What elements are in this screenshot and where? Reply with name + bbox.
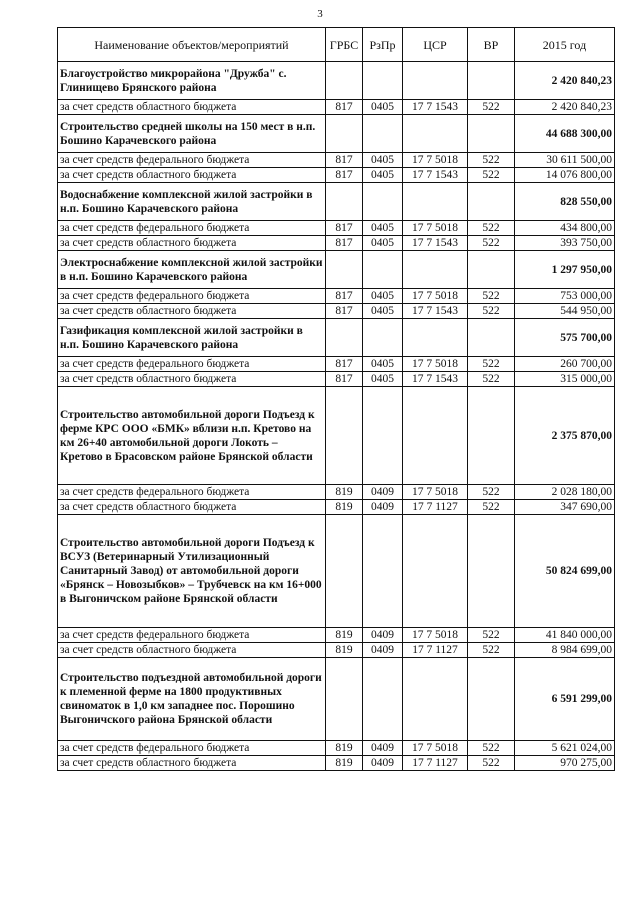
object-total: 828 550,00 bbox=[515, 183, 615, 221]
grbs-code: 819 bbox=[326, 643, 363, 658]
funding-amount: 434 800,00 bbox=[515, 221, 615, 236]
funding-source: за счет средств федерального бюджета bbox=[58, 741, 326, 756]
funding-row bbox=[58, 236, 615, 251]
csr-code: 17 7 1543 bbox=[403, 100, 468, 115]
rzpr-code: 0405 bbox=[363, 221, 403, 236]
object-vr-empty bbox=[468, 115, 515, 153]
funding-source: за счет средств областного бюджета bbox=[58, 372, 326, 387]
object-total: 2 420 840,23 bbox=[515, 62, 615, 100]
csr-code: 17 7 1127 bbox=[403, 643, 468, 658]
rzpr-code: 0405 bbox=[363, 168, 403, 183]
object-grbs-empty bbox=[326, 251, 363, 289]
object-rzpr-empty bbox=[363, 115, 403, 153]
vr-code: 522 bbox=[468, 168, 515, 183]
header-csr: ЦСР bbox=[403, 28, 468, 62]
funding-row bbox=[58, 643, 615, 658]
funding-amount: 260 700,00 bbox=[515, 357, 615, 372]
vr-code: 522 bbox=[468, 756, 515, 771]
page-number: 3 bbox=[317, 8, 323, 20]
vr-code: 522 bbox=[468, 236, 515, 251]
funding-amount: 393 750,00 bbox=[515, 236, 615, 251]
rzpr-code: 0409 bbox=[363, 741, 403, 756]
object-row bbox=[58, 658, 615, 741]
grbs-code: 817 bbox=[326, 304, 363, 319]
object-grbs-empty bbox=[326, 319, 363, 357]
grbs-code: 819 bbox=[326, 500, 363, 515]
object-title: Строительство автомобильной дороги Подъезд к ВСУЗ (Ветеринарный Утилизационный Санитарный Завод) от автомобильной дороги «Брянск – Новозыбков» – Трубчевск на км 16+000 в Выгоничском районе Брянской области bbox=[58, 515, 326, 628]
object-total: 575 700,00 bbox=[515, 319, 615, 357]
grbs-code: 819 bbox=[326, 485, 363, 500]
funding-amount: 14 076 800,00 bbox=[515, 168, 615, 183]
grbs-code: 817 bbox=[326, 236, 363, 251]
vr-code: 522 bbox=[468, 628, 515, 643]
rzpr-code: 0409 bbox=[363, 628, 403, 643]
rzpr-code: 0405 bbox=[363, 372, 403, 387]
rzpr-code: 0405 bbox=[363, 100, 403, 115]
funding-amount: 30 611 500,00 bbox=[515, 153, 615, 168]
object-title: Строительство средней школы на 150 мест в н.п. Бошино Карачевского района bbox=[58, 115, 326, 153]
object-rzpr-empty bbox=[363, 319, 403, 357]
funding-amount: 544 950,00 bbox=[515, 304, 615, 319]
vr-code: 522 bbox=[468, 372, 515, 387]
vr-code: 522 bbox=[468, 357, 515, 372]
object-row bbox=[58, 183, 615, 221]
object-csr-empty bbox=[403, 62, 468, 100]
grbs-code: 817 bbox=[326, 372, 363, 387]
funding-amount: 2 420 840,23 bbox=[515, 100, 615, 115]
csr-code: 17 7 1543 bbox=[403, 304, 468, 319]
vr-code: 522 bbox=[468, 643, 515, 658]
object-rzpr-empty bbox=[363, 387, 403, 485]
csr-code: 17 7 1127 bbox=[403, 500, 468, 515]
funding-row bbox=[58, 628, 615, 643]
rzpr-code: 0405 bbox=[363, 304, 403, 319]
object-grbs-empty bbox=[326, 658, 363, 741]
header-grbs: ГРБС bbox=[326, 28, 363, 62]
header-vr: ВР bbox=[468, 28, 515, 62]
object-csr-empty bbox=[403, 319, 468, 357]
funding-row bbox=[58, 485, 615, 500]
csr-code: 17 7 5018 bbox=[403, 628, 468, 643]
grbs-code: 817 bbox=[326, 153, 363, 168]
vr-code: 522 bbox=[468, 100, 515, 115]
object-row bbox=[58, 515, 615, 628]
object-total: 2 375 870,00 bbox=[515, 387, 615, 485]
vr-code: 522 bbox=[468, 741, 515, 756]
object-grbs-empty bbox=[326, 387, 363, 485]
vr-code: 522 bbox=[468, 289, 515, 304]
object-title: Благоустройство микрорайона "Дружба" с. Глинищево Брянского района bbox=[58, 62, 326, 100]
vr-code: 522 bbox=[468, 485, 515, 500]
rzpr-code: 0409 bbox=[363, 643, 403, 658]
budget-table bbox=[57, 27, 615, 771]
grbs-code: 817 bbox=[326, 289, 363, 304]
object-total: 6 591 299,00 bbox=[515, 658, 615, 741]
funding-row bbox=[58, 168, 615, 183]
csr-code: 17 7 5018 bbox=[403, 221, 468, 236]
csr-code: 17 7 1543 bbox=[403, 236, 468, 251]
funding-amount: 347 690,00 bbox=[515, 500, 615, 515]
object-csr-empty bbox=[403, 183, 468, 221]
grbs-code: 819 bbox=[326, 756, 363, 771]
object-csr-empty bbox=[403, 658, 468, 741]
object-vr-empty bbox=[468, 62, 515, 100]
object-title: Газификация комплексной жилой застройки в н.п. Бошино Карачевского района bbox=[58, 319, 326, 357]
funding-source: за счет средств федерального бюджета bbox=[58, 485, 326, 500]
funding-source: за счет средств областного бюджета bbox=[58, 168, 326, 183]
object-total: 50 824 699,00 bbox=[515, 515, 615, 628]
csr-code: 17 7 5018 bbox=[403, 741, 468, 756]
object-rzpr-empty bbox=[363, 658, 403, 741]
funding-source: за счет средств областного бюджета bbox=[58, 500, 326, 515]
object-row bbox=[58, 115, 615, 153]
vr-code: 522 bbox=[468, 153, 515, 168]
funding-row bbox=[58, 357, 615, 372]
csr-code: 17 7 1127 bbox=[403, 756, 468, 771]
vr-code: 522 bbox=[468, 500, 515, 515]
rzpr-code: 0405 bbox=[363, 153, 403, 168]
funding-source: за счет средств федерального бюджета bbox=[58, 289, 326, 304]
rzpr-code: 0405 bbox=[363, 236, 403, 251]
funding-row bbox=[58, 756, 615, 771]
vr-code: 522 bbox=[468, 221, 515, 236]
object-total: 1 297 950,00 bbox=[515, 251, 615, 289]
funding-source: за счет средств федерального бюджета bbox=[58, 153, 326, 168]
funding-amount: 753 000,00 bbox=[515, 289, 615, 304]
header-year: 2015 год bbox=[515, 28, 615, 62]
funding-amount: 5 621 024,00 bbox=[515, 741, 615, 756]
object-vr-empty bbox=[468, 183, 515, 221]
object-row bbox=[58, 251, 615, 289]
object-rzpr-empty bbox=[363, 183, 403, 221]
funding-row bbox=[58, 221, 615, 236]
vr-code: 522 bbox=[468, 304, 515, 319]
object-vr-empty bbox=[468, 387, 515, 485]
object-vr-empty bbox=[468, 319, 515, 357]
header-row bbox=[58, 28, 615, 62]
rzpr-code: 0409 bbox=[363, 756, 403, 771]
object-grbs-empty bbox=[326, 183, 363, 221]
object-rzpr-empty bbox=[363, 62, 403, 100]
grbs-code: 819 bbox=[326, 628, 363, 643]
object-row bbox=[58, 387, 615, 485]
object-grbs-empty bbox=[326, 115, 363, 153]
object-vr-empty bbox=[468, 251, 515, 289]
csr-code: 17 7 5018 bbox=[403, 485, 468, 500]
rzpr-code: 0405 bbox=[363, 357, 403, 372]
grbs-code: 817 bbox=[326, 168, 363, 183]
rzpr-code: 0409 bbox=[363, 500, 403, 515]
header-name: Наименование объектов/мероприятий bbox=[58, 28, 326, 62]
rzpr-code: 0405 bbox=[363, 289, 403, 304]
funding-source: за счет средств областного бюджета bbox=[58, 304, 326, 319]
object-vr-empty bbox=[468, 658, 515, 741]
funding-amount: 2 028 180,00 bbox=[515, 485, 615, 500]
funding-amount: 970 275,00 bbox=[515, 756, 615, 771]
csr-code: 17 7 5018 bbox=[403, 153, 468, 168]
object-csr-empty bbox=[403, 115, 468, 153]
funding-amount: 8 984 699,00 bbox=[515, 643, 615, 658]
funding-row bbox=[58, 289, 615, 304]
funding-row bbox=[58, 153, 615, 168]
table-body bbox=[58, 62, 615, 771]
grbs-code: 817 bbox=[326, 100, 363, 115]
funding-source: за счет средств областного бюджета bbox=[58, 236, 326, 251]
funding-source: за счет средств федерального бюджета bbox=[58, 221, 326, 236]
grbs-code: 819 bbox=[326, 741, 363, 756]
funding-source: за счет средств областного бюджета bbox=[58, 756, 326, 771]
object-vr-empty bbox=[468, 515, 515, 628]
funding-amount: 315 000,00 bbox=[515, 372, 615, 387]
object-rzpr-empty bbox=[363, 251, 403, 289]
funding-row bbox=[58, 100, 615, 115]
object-csr-empty bbox=[403, 387, 468, 485]
object-grbs-empty bbox=[326, 515, 363, 628]
header-rzpr: РзПр bbox=[363, 28, 403, 62]
object-row bbox=[58, 319, 615, 357]
funding-source: за счет средств областного бюджета bbox=[58, 100, 326, 115]
object-title: Строительство подъездной автомобильной дороги к племенной ферме на 1800 продуктивных свиноматок в 1,0 км западнее пос. Порошино Выгоничского района Брянской области bbox=[58, 658, 326, 741]
funding-source: за счет средств областного бюджета bbox=[58, 643, 326, 658]
funding-source: за счет средств федерального бюджета bbox=[58, 357, 326, 372]
csr-code: 17 7 1543 bbox=[403, 372, 468, 387]
object-title: Строительство автомобильной дороги Подъезд к ферме КРС ООО «БМК» вблизи н.п. Кретово на км 26+40 автомобильной дороги Локоть – Кретово в Брасовском районе Брянской области bbox=[58, 387, 326, 485]
grbs-code: 817 bbox=[326, 357, 363, 372]
csr-code: 17 7 5018 bbox=[403, 289, 468, 304]
funding-row bbox=[58, 500, 615, 515]
funding-amount: 41 840 000,00 bbox=[515, 628, 615, 643]
object-rzpr-empty bbox=[363, 515, 403, 628]
funding-row bbox=[58, 304, 615, 319]
object-grbs-empty bbox=[326, 62, 363, 100]
grbs-code: 817 bbox=[326, 221, 363, 236]
funding-source: за счет средств федерального бюджета bbox=[58, 628, 326, 643]
object-title: Водоснабжение комплексной жилой застройки в н.п. Бошино Карачевского района bbox=[58, 183, 326, 221]
csr-code: 17 7 1543 bbox=[403, 168, 468, 183]
csr-code: 17 7 5018 bbox=[403, 357, 468, 372]
object-csr-empty bbox=[403, 515, 468, 628]
object-row bbox=[58, 62, 615, 100]
object-csr-empty bbox=[403, 251, 468, 289]
funding-row bbox=[58, 372, 615, 387]
rzpr-code: 0409 bbox=[363, 485, 403, 500]
funding-row bbox=[58, 741, 615, 756]
object-title: Электроснабжение комплексной жилой застройки в н.п. Бошино Карачевского района bbox=[58, 251, 326, 289]
object-total: 44 688 300,00 bbox=[515, 115, 615, 153]
